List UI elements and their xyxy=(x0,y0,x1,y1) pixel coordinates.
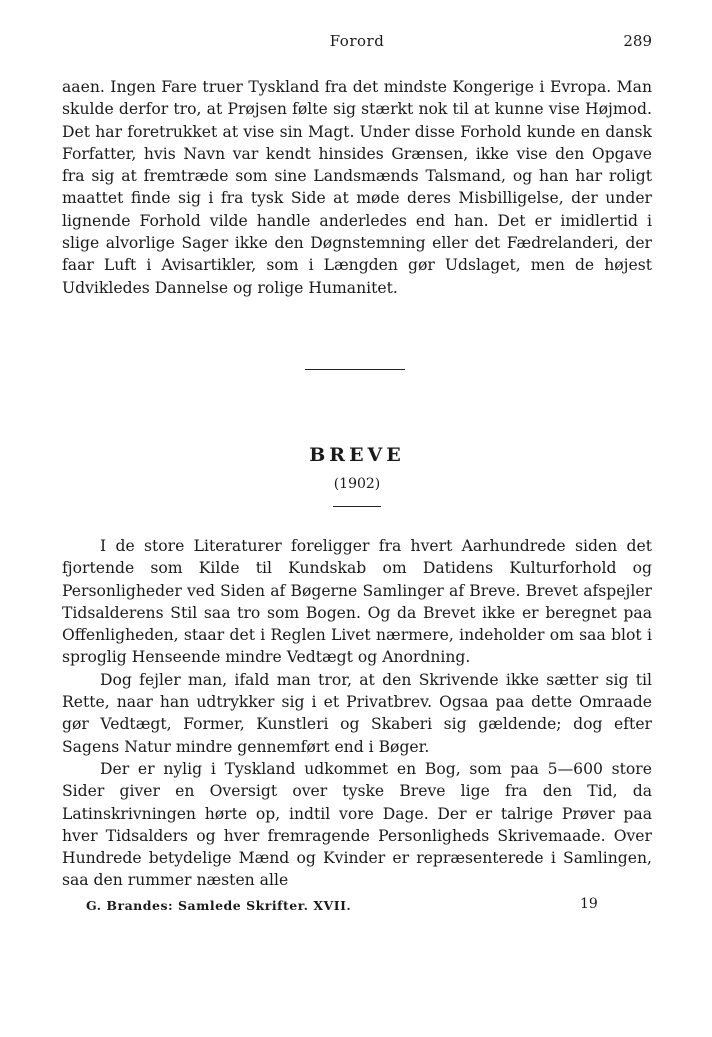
body-paragraph-2: Dog fejler man, ifald man tror, at den Skrivende ikke sætter sig til Rette, naar han udtrykker sig i et Privatbrev. Ogsaa paa dette Omraade gør Vedtægt, Former, Kunstleri og Skaberi sig gældende; dog efter Sagens Natur mindre gennemført end i Bøger. xyxy=(62,670,652,756)
page-number: 289 xyxy=(623,32,652,50)
title-underline-rule xyxy=(333,506,381,507)
book-page xyxy=(62,30,652,916)
body-paragraph-3: Der er nylig i Tyskland udkommet en Bog, som paa 5—600 store Sider giver en Oversigt over tyske Breve lige fra den Tid, da Latinskrivningen hørte op, indtil vore Dage. Der er talrige Prøver paa hver Tidsalders og hver fremragende Personligheds Skrivemaade. Over Hundrede betydelige Mænd og Kvinder er repræsenterede i Samlingen, saa den rummer næsten alle xyxy=(62,759,652,890)
section-body xyxy=(62,535,652,892)
section-title: BREVE xyxy=(309,443,405,466)
section-divider-rule xyxy=(305,369,405,370)
footer-signature: G. Brandes: Samlede Skrifter. XVII. xyxy=(86,897,352,913)
page-footer xyxy=(62,896,652,916)
running-header xyxy=(62,30,652,54)
footer-sheet-number: 19 xyxy=(580,895,598,912)
running-title: Forord xyxy=(329,32,385,50)
body-paragraph-1: I de store Literaturer foreligger fra hvert Aarhundrede siden det fjortende som Kilde til Kundskab om Datidens Kulturforhold og Personligheder ved Siden af Bøgerne Samlinger af Breve. Brevet afspejler Tidsalderens Stil saa tro som Bogen. Og da Brevet ikke er beregnet paa Offenligheden, staar det i Reglen Livet nærmere, indeholder om saa blot i sproglig Henseende mindre Vedtægt og Anordning. xyxy=(62,536,652,667)
intro-paragraph: aaen. Ingen Fare truer Tyskland fra det mindste Kongerige i Evropa. Man skulde derfor tro, at Prøjsen følte sig stærkt nok til at kunne vise Højmod. Det har foretrukket at vise sin Magt. Under disse Forhold kunde en dansk Forfatter, hvis Navn var kendt hinsides Grænsen, ikke vise den Opgave fra sig at fremtræde som sine Landsmænds Talsmand, og han har roligt maattet finde sig i fra tysk Side at møde deres Misbilligelse, der under lignende Forhold vilde handle anderledes end han. Det er imidlertid i slige alvorlige Sager ikke den Døgnstemning eller det Fædrelanderi, der faar Luft i Avisartikler, som i Længden gør Udslaget, men de højest Udvikledes Dannelse og rolige Humanitet. xyxy=(62,78,652,297)
section-date: (1902) xyxy=(333,475,381,492)
